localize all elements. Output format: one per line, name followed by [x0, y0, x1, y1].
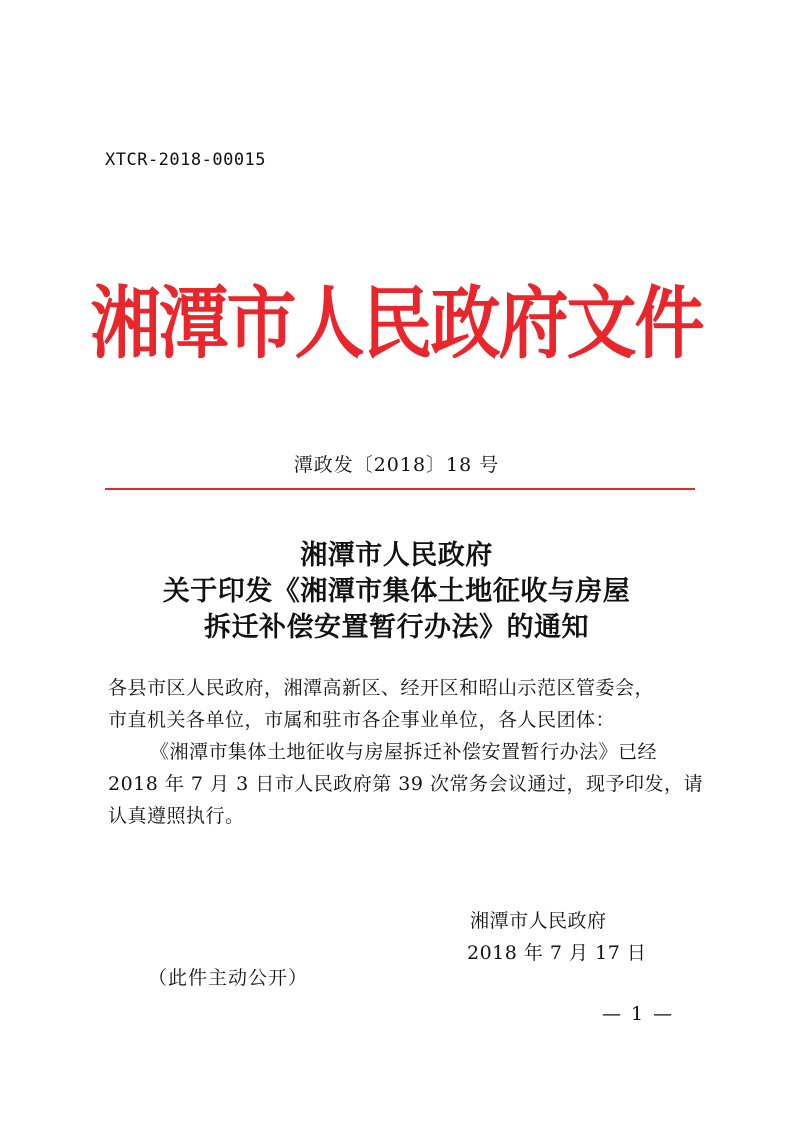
issuer-title-red-header: 湘潭市人民政府文件 [90, 276, 703, 370]
body-line-content-3: 认真遵照执行。 [108, 805, 245, 827]
body-line-content-2: 2018 年 7 月 3 日市人民政府第 39 次常务会议通过，现予印发，请 [108, 773, 703, 795]
body-line-recipients-1: 各县市区人民政府，湘潭高新区、经开区和昭山示范区管委会， [108, 677, 655, 699]
heading-line-2: 关于印发《湘潭市集体土地征收与房屋 [162, 576, 631, 607]
document-number: 潭政发〔2018〕18 号 [293, 454, 500, 476]
page-number: — 1 — [602, 1003, 675, 1025]
body-line-content-1: 《湘潭市集体土地征收与房屋拆迁补偿安置暂行办法》已经 [150, 741, 658, 763]
heading-line-3: 拆迁补偿安置暂行办法》的通知 [204, 612, 589, 643]
publicity-note: （此件主动公开） [148, 967, 309, 989]
signature-date: 2018 年 7 月 17 日 [467, 942, 647, 964]
red-divider-line [105, 488, 695, 490]
signature-issuer: 湘潭市人民政府 [470, 910, 607, 932]
heading-line-1: 湘潭市人民政府 [300, 540, 493, 571]
document-code: XTCR-2018-00015 [105, 150, 267, 170]
body-line-recipients-2: 市直机关各单位，市属和驻市各企事业单位，各人民团体： [108, 709, 616, 731]
